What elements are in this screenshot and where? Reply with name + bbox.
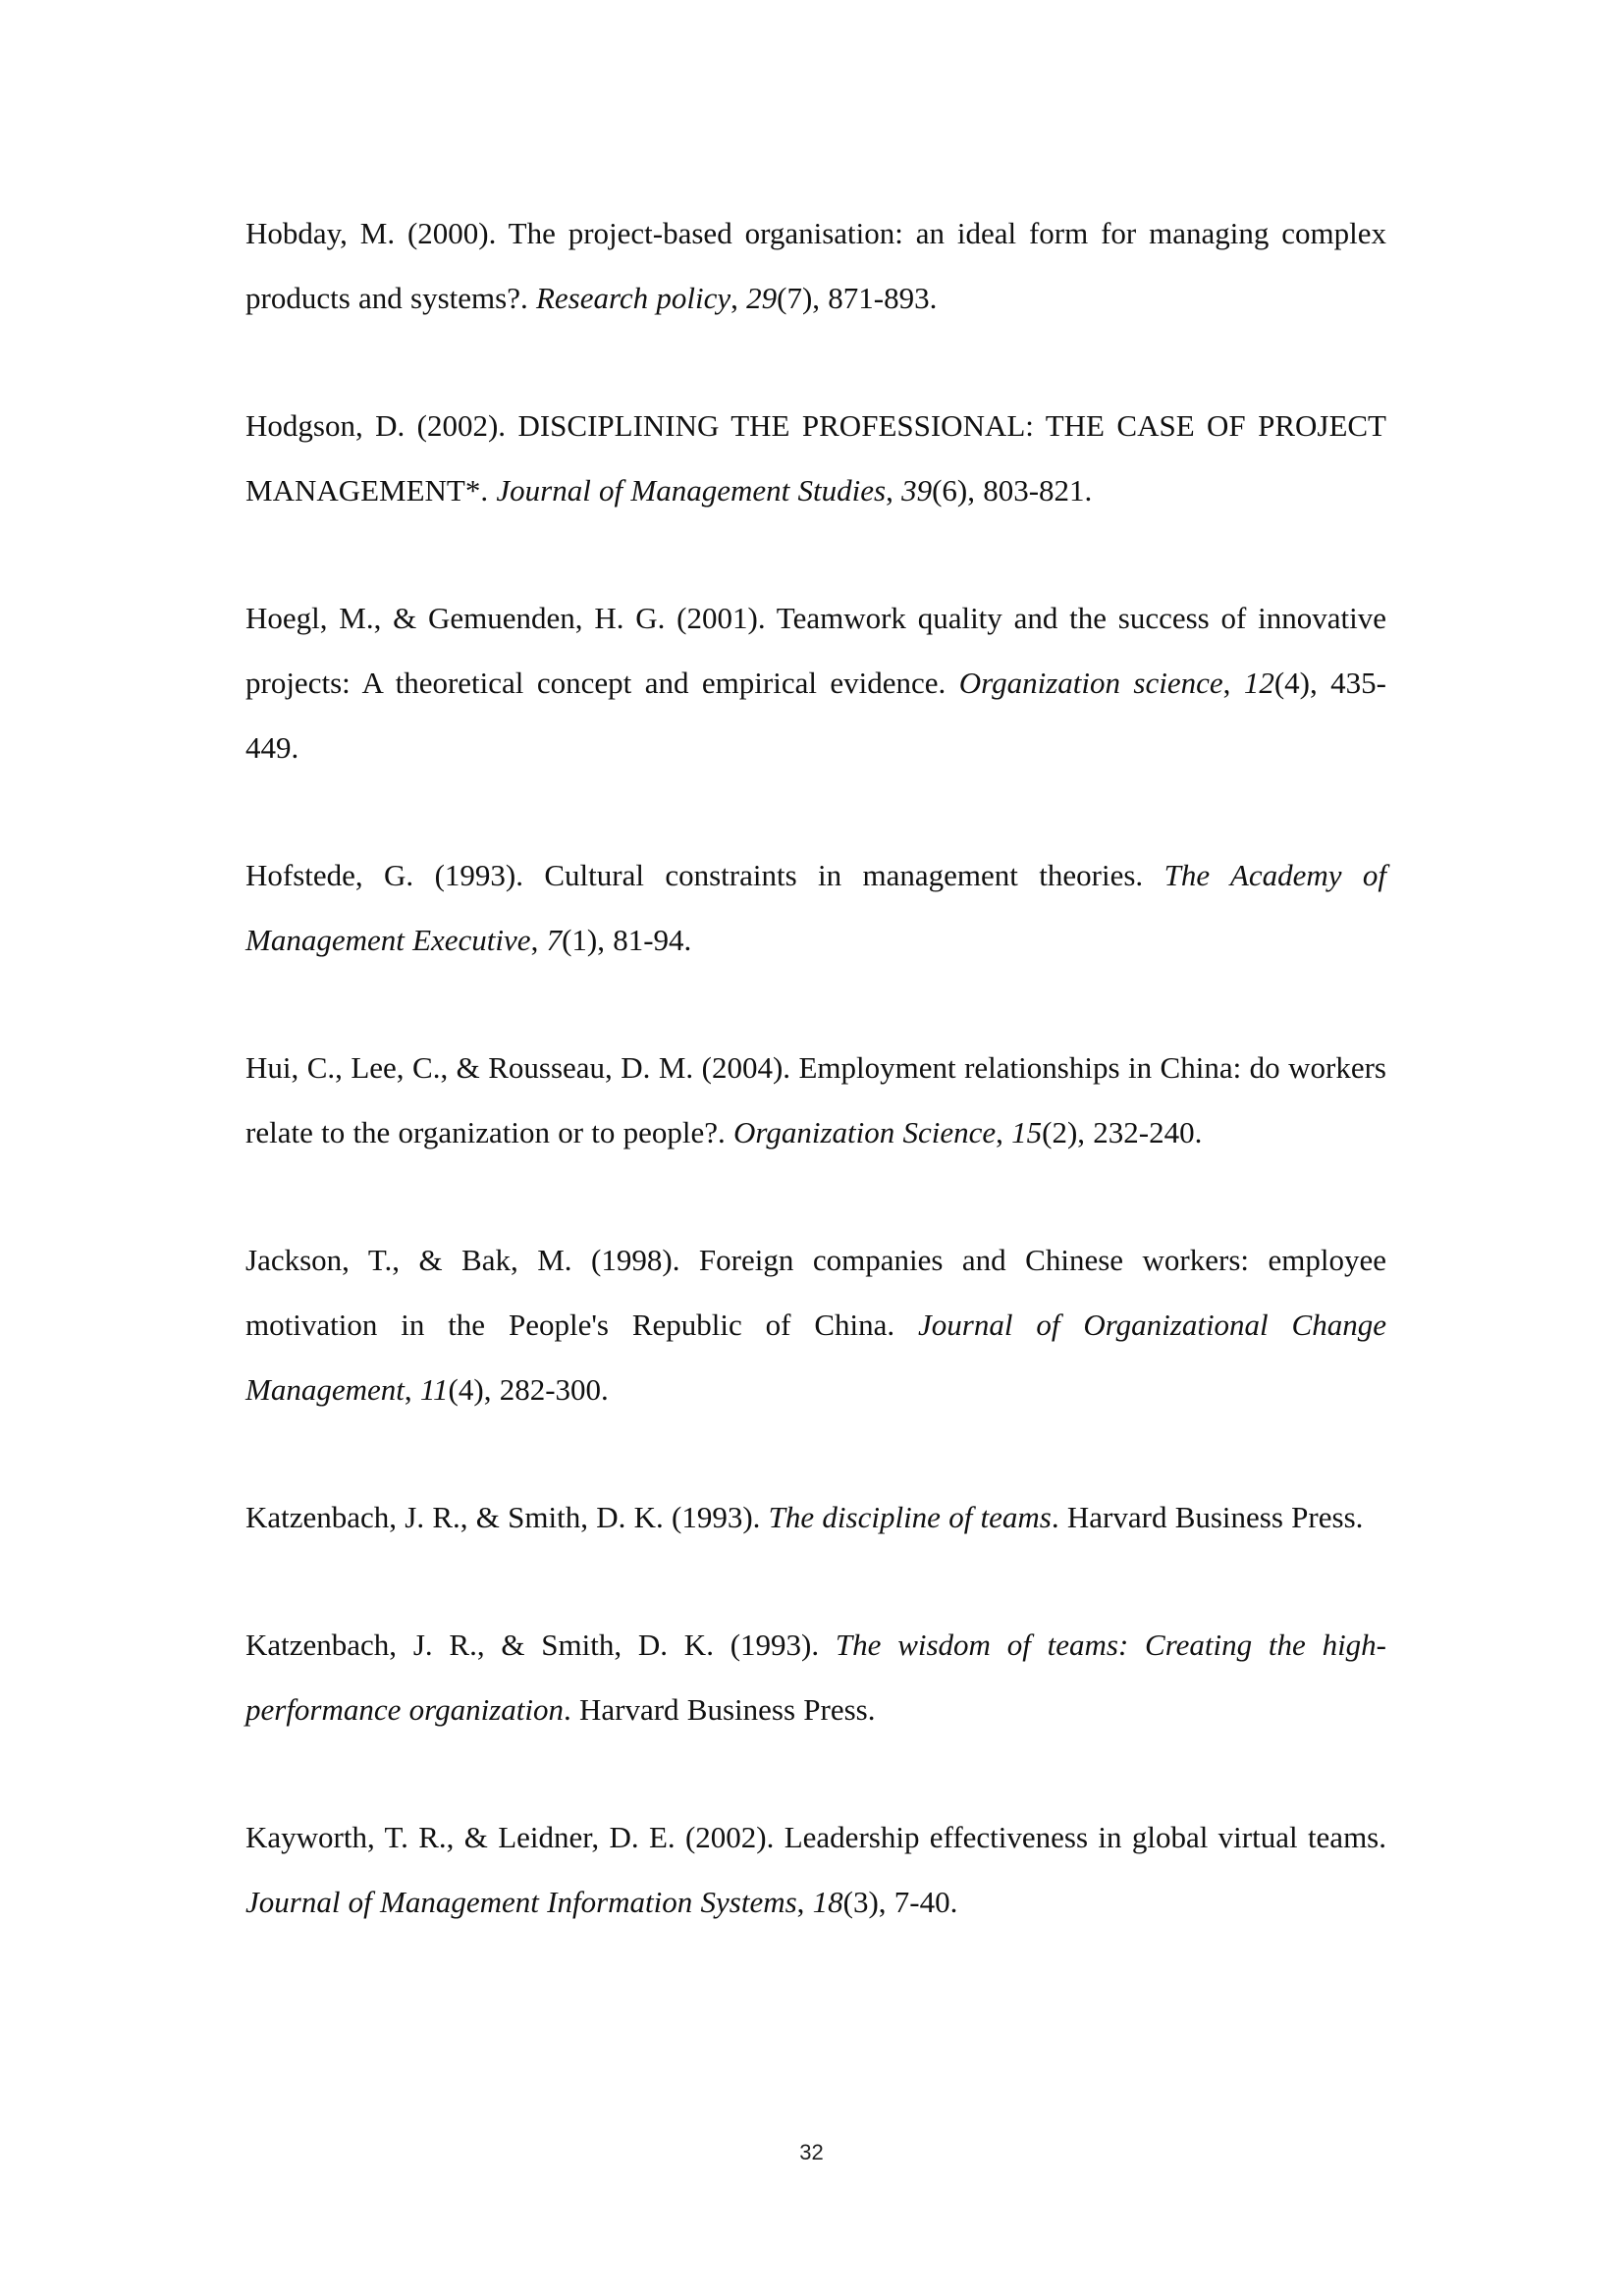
- book-title: The discipline of teams: [768, 1500, 1052, 1534]
- issue-pages: (7), 871-893.: [777, 281, 938, 315]
- reference-text: Hoegl, M., & Gemuenden, H. G. (2001). Teamwork quality and the success of innovative projects: A theoretical concept and empirical evidence.: [245, 601, 1386, 700]
- separator: ,: [796, 1885, 813, 1919]
- volume: 12: [1243, 666, 1274, 700]
- reference-entry: [245, 201, 1386, 331]
- reference-entry: [245, 1228, 1386, 1422]
- reference-entry: [245, 1036, 1386, 1165]
- volume: 7: [546, 923, 563, 957]
- publisher: . Harvard Business Press.: [563, 1692, 876, 1727]
- volume: 11: [419, 1372, 449, 1407]
- reference-list: [245, 201, 1386, 1935]
- journal-title: Organization Science: [733, 1115, 997, 1149]
- reference-text: Katzenbach, J. R., & Smith, D. K. (1993).: [245, 1500, 769, 1534]
- reference-text: Hofstede, G. (1993). Cultural constraints in management theories.: [245, 858, 1164, 892]
- issue-pages: (3), 7-40.: [842, 1885, 958, 1919]
- reference-entry: [245, 394, 1386, 523]
- book-title: The wisdom of teams: Creating the high-performance organization: [245, 1628, 1386, 1727]
- reference-entry: [245, 1485, 1386, 1550]
- reference-text: Hodgson, D. (2002). DISCIPLINING THE PROFESSIONAL: THE CASE OF PROJECT MANAGEMENT*.: [245, 408, 1386, 507]
- issue-pages: (4), 282-300.: [448, 1372, 609, 1407]
- reference-text: Katzenbach, J. R., & Smith, D. K. (1993).: [245, 1628, 836, 1662]
- reference-entry: [245, 586, 1386, 780]
- separator: ,: [996, 1115, 1012, 1149]
- separator: ,: [730, 281, 747, 315]
- issue-pages: (4), 435-449.: [245, 666, 1387, 765]
- reference-text: Kayworth, T. R., & Leidner, D. E. (2002). Leadership effectiveness in global virtual teams.: [245, 1820, 1386, 1854]
- reference-entry: [245, 1805, 1386, 1935]
- separator: ,: [886, 473, 902, 507]
- journal-title: Journal of Management Studies: [496, 473, 887, 507]
- reference-entry: [245, 1613, 1386, 1742]
- page-number: 32: [799, 2140, 824, 2164]
- journal-title: Organization science: [958, 666, 1223, 700]
- reference-entry: [245, 843, 1386, 973]
- volume: 15: [1011, 1115, 1043, 1149]
- volume: 18: [812, 1885, 843, 1919]
- journal-title: The Academy of Management Executive: [245, 858, 1387, 957]
- reference-text: Jackson, T., & Bak, M. (1998). Foreign companies and Chinese workers: employee motivation in the People's Republic of China.: [245, 1243, 1386, 1342]
- issue-pages: (6), 803-821.: [932, 473, 1093, 507]
- separator: ,: [530, 923, 547, 957]
- issue-pages: (1), 81-94.: [562, 923, 692, 957]
- issue-pages: (2), 232-240.: [1042, 1115, 1203, 1149]
- publisher: . Harvard Business Press.: [1051, 1500, 1364, 1534]
- reference-text: Hui, C., Lee, C., & Rousseau, D. M. (2004). Employment relationships in China: do workers relate to the organization or to people?.: [245, 1050, 1386, 1149]
- journal-title: Journal of Organizational Change Management: [245, 1308, 1386, 1407]
- separator: ,: [1222, 666, 1244, 700]
- journal-title: Research policy: [535, 281, 731, 315]
- reference-text: Hobday, M. (2000). The project-based organisation: an ideal form for managing complex products and systems?.: [245, 216, 1386, 315]
- volume: 39: [901, 473, 933, 507]
- separator: ,: [404, 1372, 420, 1407]
- volume: 29: [746, 281, 778, 315]
- journal-title: Journal of Management Information Systems: [245, 1885, 797, 1919]
